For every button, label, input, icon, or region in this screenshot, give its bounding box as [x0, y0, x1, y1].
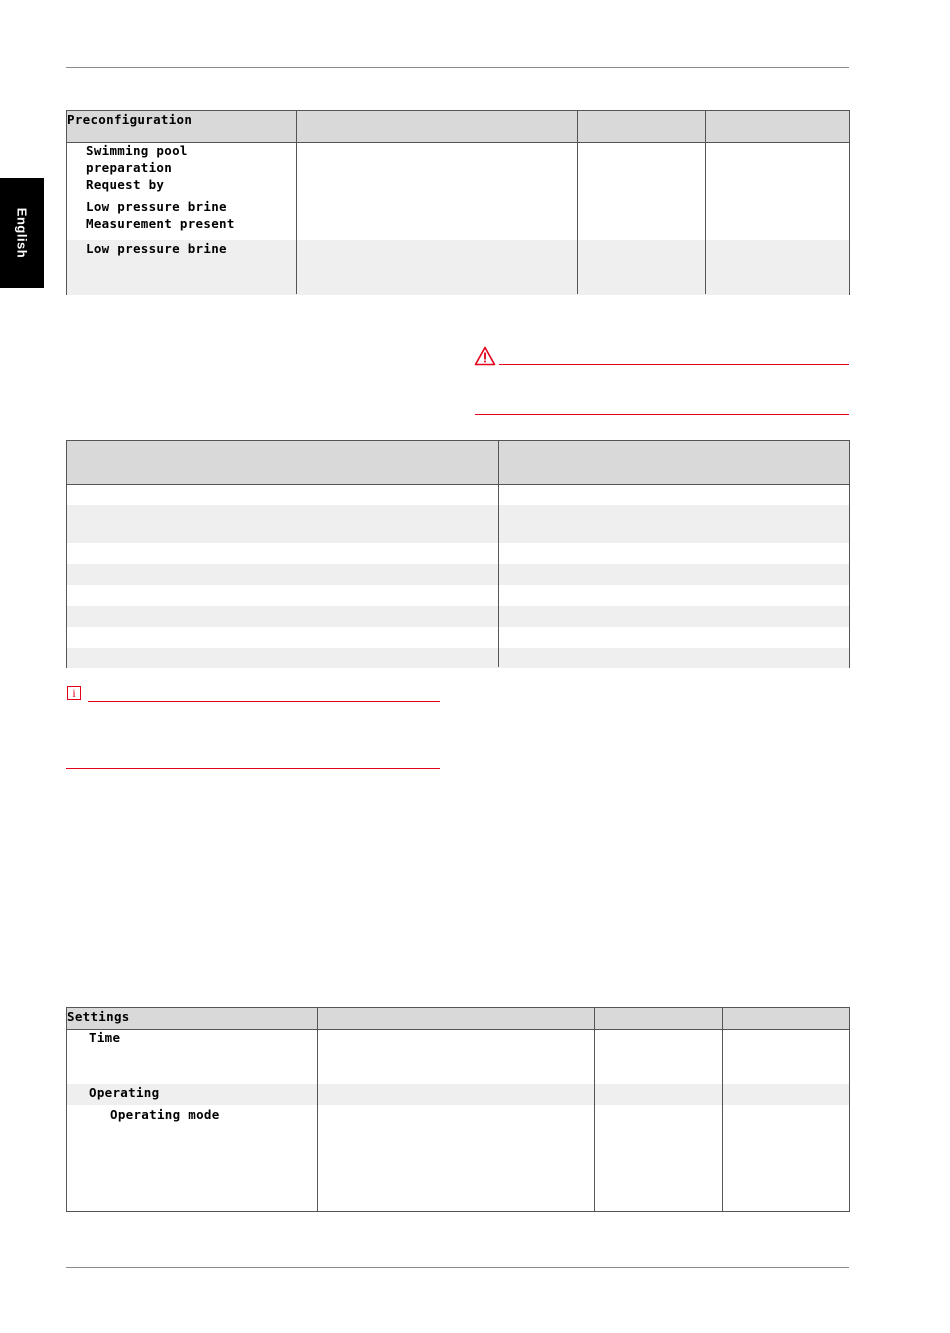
table-row-band — [67, 564, 849, 585]
column-divider — [498, 441, 499, 667]
settings-table-header — [67, 1008, 849, 1030]
bottom-rule — [66, 1267, 849, 1268]
top-rule — [66, 67, 849, 68]
table-row-band — [67, 648, 849, 668]
table-row-label: Time — [89, 1030, 121, 1045]
middle-table-header — [67, 441, 849, 485]
table-row-label: Swimming pool preparation Request by — [86, 143, 188, 192]
column-divider — [296, 111, 297, 294]
column-divider — [594, 1008, 595, 1211]
table-row-label: Low pressure brine — [86, 241, 227, 256]
column-divider — [705, 111, 706, 294]
warning-bottom-rule — [475, 414, 849, 415]
table-row-band — [67, 1084, 849, 1105]
warning-icon — [474, 346, 496, 366]
table-row-label: Low pressure brine Measurement present — [86, 199, 235, 231]
settings-title: Settings — [67, 1009, 130, 1024]
preconfiguration-title: Preconfiguration — [67, 112, 193, 127]
column-divider — [317, 1008, 318, 1211]
preconfiguration-table — [66, 110, 850, 295]
language-tab — [0, 178, 44, 288]
table-row-label: Operating mode — [110, 1107, 220, 1122]
column-divider — [722, 1008, 723, 1211]
column-divider — [577, 111, 578, 294]
info-icon: i — [67, 686, 81, 700]
middle-table — [66, 440, 850, 668]
info-bottom-rule — [66, 768, 440, 769]
settings-table — [66, 1007, 850, 1212]
table-row-band — [67, 505, 849, 543]
language-tab-label: English — [14, 207, 30, 259]
warning-top-rule — [499, 364, 849, 365]
table-row-label: Operating — [89, 1085, 160, 1100]
table-row-band — [67, 606, 849, 627]
info-top-rule — [88, 701, 440, 702]
